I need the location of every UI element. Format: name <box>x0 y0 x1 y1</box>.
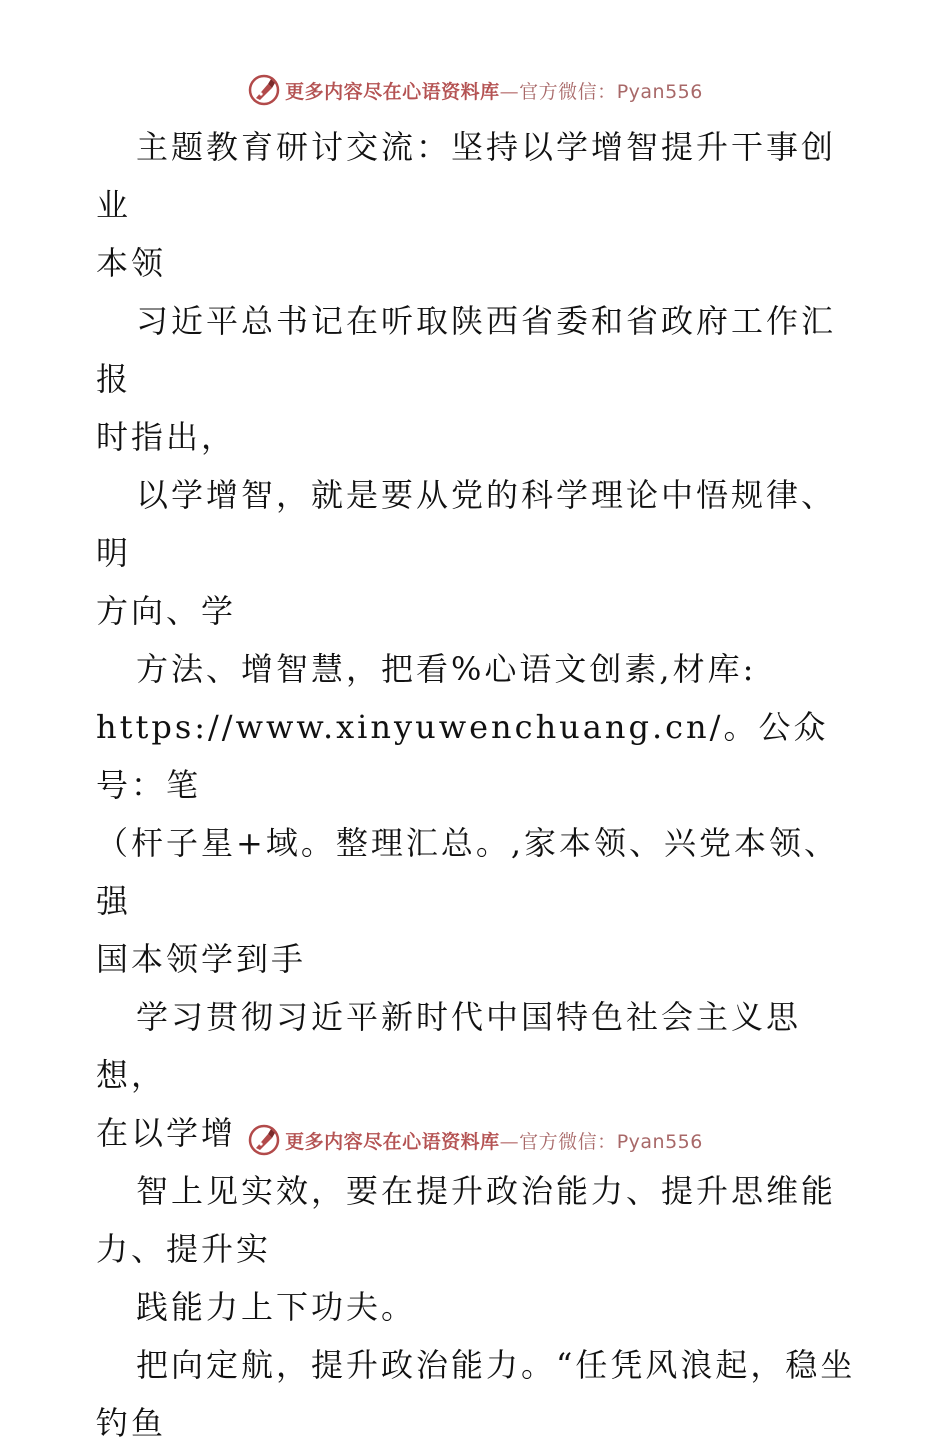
banner-separator: — <box>499 80 520 103</box>
banner-wechat-id: Pyan556 <box>616 1130 703 1153</box>
body-line: 在以学增 <box>96 1114 237 1152</box>
pen-nib-logo-icon <box>247 1123 281 1157</box>
footer-banner <box>0 1120 950 1160</box>
body-line: 力、提升实 <box>96 1230 272 1268</box>
body-line: 主题教育研讨交流：坚持以学增智提升干事创业 <box>96 128 837 224</box>
banner-separator: — <box>499 1130 520 1153</box>
body-line: 践能力上下功夫。 <box>136 1288 417 1326</box>
body-line: 习近平总书记在听取陕西省委和省政府工作汇报 <box>96 302 837 398</box>
body-line: （杆子星+域。整理汇总。,家本领、兴党本领、强 <box>96 824 839 920</box>
banner-text <box>285 77 703 104</box>
body-line: 把向定航，提升政治能力。“任凭风浪起，稳坐 <box>136 1346 856 1384</box>
body-line: 国本领学到手 <box>96 940 307 978</box>
banner-wechat-id: Pyan556 <box>616 80 703 103</box>
body-line: 学习贯彻习近平新时代中国特色社会主义思想， <box>96 998 802 1094</box>
banner-wechat-label: 官方微信： <box>519 80 617 103</box>
body-line: 方向、学 <box>96 592 237 630</box>
body-line: 本领 <box>96 244 167 282</box>
pen-nib-logo-icon <box>247 73 281 107</box>
body-line: 智上见实效，要在提升政治能力、提升思维能 <box>136 1172 837 1210</box>
body-line-url: https://www.xinyuwenchuang.cn/。公众号：笔 <box>96 708 829 804</box>
banner-text <box>285 1127 703 1154</box>
body-line: 以学增智，就是要从党的科学理论中悟规律、明 <box>96 476 837 572</box>
body-line: 时指出， <box>96 418 237 456</box>
banner-wechat-label: 官方微信： <box>519 1130 617 1153</box>
body-line: 方法、增智慧，把看%心语文创素,材库: <box>136 650 757 688</box>
banner-site-name: 更多内容尽在心语资料库 <box>285 80 500 103</box>
header-banner <box>0 70 950 110</box>
document-body <box>96 118 856 1452</box>
banner-site-name: 更多内容尽在心语资料库 <box>285 1130 500 1153</box>
body-line: 钓鱼 <box>96 1404 167 1442</box>
